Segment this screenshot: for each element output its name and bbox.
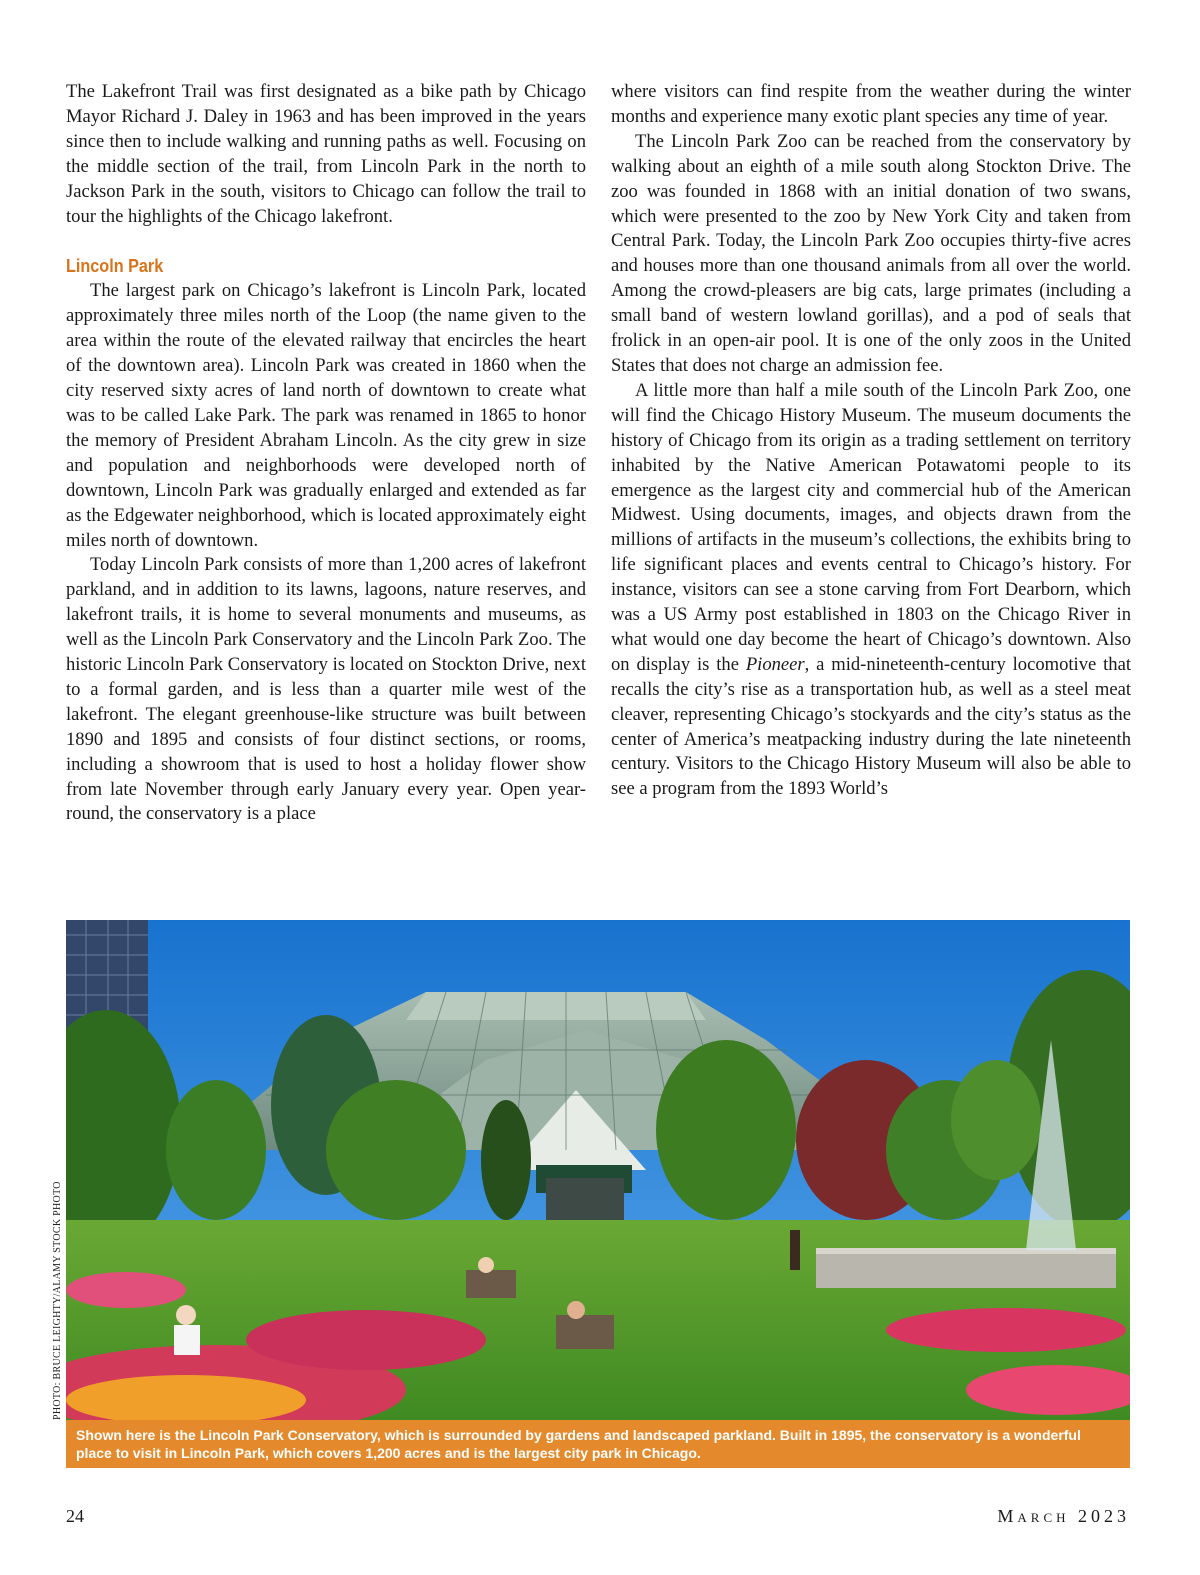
paragraph-continued: where visitors can find respite from the weather during the winter months and experience many exotic plant species any time of year. — [611, 81, 1131, 127]
conservatory-photo — [66, 920, 1130, 1420]
museum-text-a: A little more than half a mile south of the Lincoln Park Zoo, one will find the Chicago History Museum. The museum documents the history of Chicago from its origin as a trading settlement on territory inhabited by the Native American Potawatomi people to its emergence as the largest city and commercial hub of the American Midwest. Using documents, images, and objects drawn from the millions of artifacts in the museum’s collections, the exhibits bring to life significant places and events central to Chicago’s history. For instance, visitors can see a stone carving from Fort Dearborn, which was a US Army post established in 1803 on the Chicago River in what would one day become the heart of Chicago’s downtown. Also on display is the — [611, 379, 1131, 675]
page-number: 24 — [66, 1506, 84, 1526]
paragraph-history-museum — [611, 379, 1131, 802]
intro-paragraph: The Lakefront Trail was first designated as a bike path by Chicago Mayor Richard J. Daley in 1963 and has been improved in the years since then to include walking and running paths as well. Focusing on the middle section of the trail, from Lincoln Park in the north to Jackson Park in the south, visitors to Chicago can follow the trail to tour the highlights of the Chicago lakefront. — [66, 81, 586, 227]
photo-caption: Shown here is the Lincoln Park Conservatory, which is surrounded by gardens and landscaped parkland. Built in 1895, the conservatory is a wonderful place to visit in Lincoln Park, which covers 1,200 acres and is the largest city park in Chicago. — [66, 1420, 1130, 1468]
paragraph-zoo: The Lincoln Park Zoo can be reached from the conservatory by walking about an eighth of a mile south along Stockton Drive. The zoo was founded in 1868 with an initial donation of two swans, which were presented to the zoo by New York City and taken from Central Park. Today, the Lincoln Park Zoo occupies thirty-five acres and houses more than one thousand animals from all over the world. Among the crowd-pleasers are big cats, large primates (including a small band of western lowland gorillas), and a pod of seals that frolick in an open-air pool. It is one of the only zoos in the United States that does not charge an admission fee. — [611, 130, 1131, 376]
issue-date: March 2023 — [997, 1506, 1130, 1526]
pioneer-title: Pioneer — [745, 653, 805, 675]
section-heading: Lincoln Park — [66, 256, 164, 277]
paragraph-lincoln-park: The largest park on Chicago’s lakefront is Lincoln Park, located approximately three miles north of the Loop (the name given to the area within the route of the elevated railway that encircles the heart of the downtown area). Lincoln Park was created in 1860 when the city reserved sixty acres of land north of downtown to create what was to be called Lake Park. The park was renamed in 1865 to honor the memory of President Abraham Lincoln. As the city grew in size and population and neighborhoods were developed north of downtown, Lincoln Park was gradually enlarged and extended as far as the Edgewater neighborhood, which is located approximately eight miles north of downtown. — [66, 280, 586, 551]
paragraph-today: Today Lincoln Park consists of more than 1,200 acres of lakefront parkland, and in addition to its lawns, lagoons, nature reserves, and lakefront trails, it is home to several monuments and museums, as well as the Lincoln Park Conservatory and the Lincoln Park Zoo. The historic Lincoln Park Conservatory is located on Stockton Drive, next to a formal garden, and is less than a quarter mile west of the lakefront. The elegant greenhouse-like structure was built between 1890 and 1895 and consists of four distinct sections, or rooms, including a showroom that is used to host a holiday flower show from late November through early January every year. Open year-round, the conservatory is a place — [66, 554, 586, 825]
museum-text-b: , a mid-nineteenth-century locomotive that recalls the city’s rise as a transportation hub, as well as a steel meat cleaver, representing Chicago’s stockyards and the city’s status as the center of America’s meatpacking industry during the late nineteenth century. Visitors to the Chicago History Museum will also be able to see a program from the 1893 World’s — [611, 653, 1131, 800]
left-column — [66, 80, 586, 827]
photo-credit: PHOTO: BRUCE LEIGHTY/ALAMY STOCK PHOTO — [52, 1181, 63, 1420]
right-column — [611, 80, 1131, 802]
